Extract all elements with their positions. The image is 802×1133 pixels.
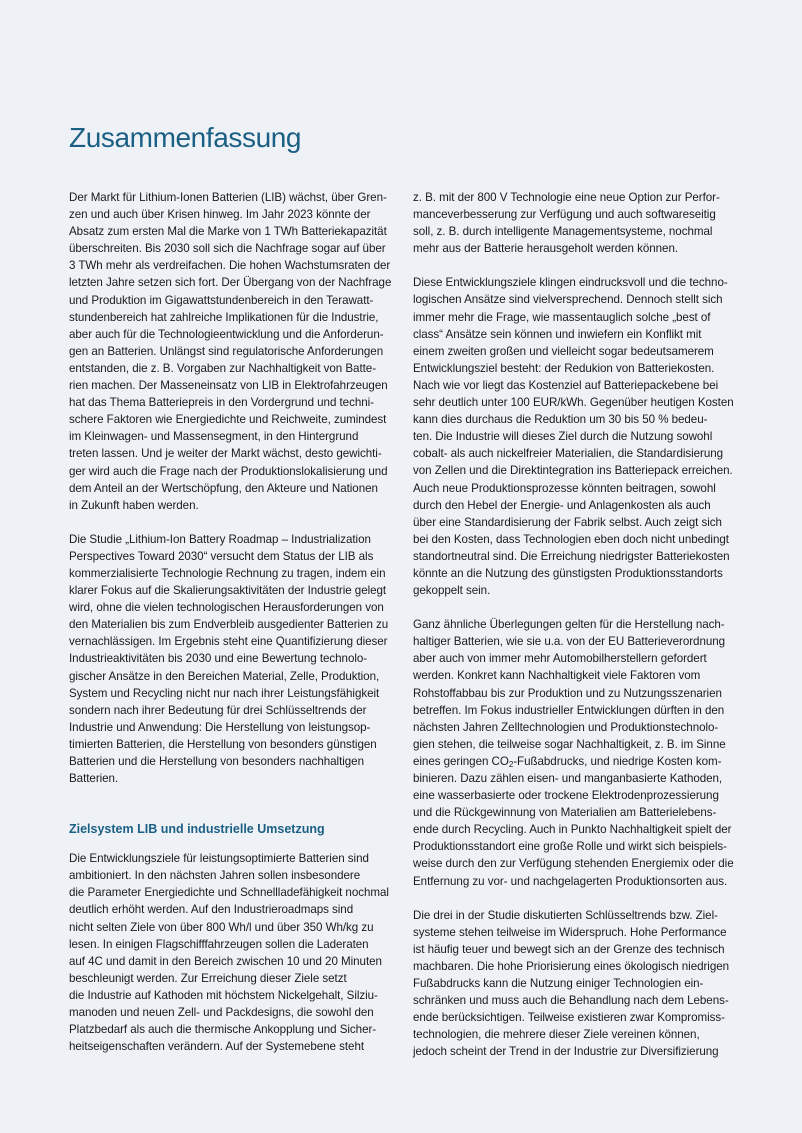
text-line: Auch neue Produktionsprozesse könnten beitragen, sowohl [413,481,716,495]
text-line: ambitioniert. In den nächsten Jahren sollen insbesondere [69,869,361,883]
text-line: gischer Ansätze in den Bereichen Material, Zelle, Produktion, [69,669,380,683]
text-line: Produktionsstandort eine große Rolle und wirkt sich beispiels- [413,840,727,854]
text-line: rien machen. Der Masseneinsatz von LIB in Elektrofahrzeugen [69,379,388,393]
text-line: beschleunigt werden. Zur Erreichung dieser Ziele setzt [69,971,347,985]
text-line: heitseigenschaften verändern. Auf der Systemebene steht [69,1040,365,1054]
paragraph-trends [413,907,741,1061]
text-line: weise durch den zur Verfügung stehenden Energiemix oder die [413,857,734,871]
paragraph-market [69,189,391,514]
text-line: und die Rückgewinnung von Materialien am Batterielebens- [413,806,717,820]
text-line: manoden und neuen Zell- und Packdesigns, die sowohl den [69,1006,374,1020]
text-line: von Zellen und die Direktintegration ins Batteriepack erreichen. [413,464,733,478]
sustainability-lines-a [413,616,741,753]
text-line: Absatz zum ersten Mal die Marke von 1 TWh Batteriekapazität [69,225,387,239]
text-line: hat das Thema Batteriepreis in den Vordergrund und techni- [69,396,374,410]
text-line: ger wird auch die Frage nach der Produktionslokalisierung und [69,464,388,478]
text-line: gekoppelt sein. [413,584,491,598]
text-line: dem Anteil an der Wertschöpfung, den Akteure und Nationen [69,481,378,495]
text-line: bei den Kosten, dass Technologien eben doch nicht unbedingt [413,532,729,546]
text-line: logischen Ansätze sind vielversprechend. Dennoch stellt sich [413,293,723,307]
text-line: die Industrie auf Kathoden mit höchstem Nickelgehalt, Silziu- [69,988,378,1002]
text-line: z. B. mit der 800 V Technologie eine neue Option zur Perfor- [413,191,720,204]
text-line: binieren. Dazu zählen eisen- und manganbasierte Kathoden, [413,772,723,785]
text-line: nächsten Jahren Zelltechnologien und Produktionstechnolo- [413,720,719,734]
text-line: ten. Die Industrie will dieses Ziel durch die Nutzung sowohl [413,430,713,444]
text-line: 3 TWh mehr als verdreifachen. Die hohen Wachstumsraten der [69,259,391,273]
text-line: deutlich erhöht werden. Auf den Industrieroadmaps sind [69,903,354,917]
text-line: gien stehen, die teilweise sogar Nachhaltigkeit, z. B. im Sinne [413,737,726,751]
text-line: über eine Standardisierung der Fabrik selbst. Auch zeigt sich [413,515,722,529]
text-line: überschreiten. Bis 2030 soll sich die Nachfrage sogar auf über [69,242,386,256]
text-line: klarer Fokus auf die Skalierungsaktivitäten der Industrie gelegt [69,584,387,598]
text-line: gen an Batterien. Unlängst sind regulatorische Anforderungen [69,344,384,358]
text-line: schere Faktoren wie Energiedichte und Reichweite, zumindest [69,413,387,427]
text-line: einem zweiten großen und vielleicht sogar bedeutsamerem [413,344,714,358]
text-line: class“ Ansätze sein können und inwiefern ein Konflikt mit [413,327,702,341]
text-line: Die drei in der Studie diskutierten Schlüsseltrends bzw. Ziel- [413,908,718,922]
text-line: soll, z. B. durch intelligente Managementsysteme, nochmal [413,225,713,239]
text-line: stundenbereich hat zahlreiche Implikationen für die Industrie, [69,310,379,324]
text-line: schränken und muss auch die Behandlung nach dem Lebens- [413,994,729,1008]
text-line: wird, ohne die vielen technologischen Herausforderungen von [69,601,384,615]
text-line: in Zukunft haben werden. [69,498,199,512]
text-line: ende durch Recycling. Auch in Punkto Nachhaltigkeit spielt der [413,823,732,837]
text-line: aber auch von immer mehr Automobilherstellern gefordert [413,652,707,666]
text-line: Industrie und Anwendung: Die Herstellung von leistungsop- [69,720,371,734]
text-line: Batterien und die Herstellung von besonders nachhaltigen [69,755,364,768]
text-line: im Kleinwagen- und Massensegment, in den Hintergrund [69,430,359,444]
text-line: Batterien. [69,772,119,786]
text-line: jedoch scheint der Trend in der Industrie zur Diversifizierung [413,1045,719,1059]
text-line: aber auch für die Technologieentwicklung und die Anforderun- [69,327,384,341]
text-line: machbaren. Die hohe Priorisierung eines ökologisch niedrigen [413,959,730,973]
text-line: mehr aus der Batterie herausgeholt werden können. [413,242,679,256]
text-line: letzten Jahre setzen sich fort. Der Übergang von der Nachfrage [69,276,392,290]
co2-line [413,753,741,770]
text-line: System und Recycling nicht nur nach ihrer Leistungsfähigkeit [69,686,380,700]
text-line: Der Markt für Lithium-Ionen Batterien (LIB) wächst, über Gren- [69,191,387,204]
text-line: den Materialien bis zum Endverbleib ausgedienter Batterien zu [69,618,389,632]
text-line: vernachlässigen. Im Ergebnis steht eine Quantifizierung dieser [69,635,388,649]
text-line: entstanden, die z. B. Vorgaben zur Nachhaltigkeit von Batte- [69,361,377,375]
text-line: Entfernung zu vor- und nachgelagerten Produktionsorten aus. [413,874,728,888]
paragraph-system [413,189,741,257]
paragraph-costs [413,274,741,599]
text-line: könnte an die Nutzung des günstigsten Produktionsstandorts [413,566,723,580]
co2-text: eines geringen CO [413,754,509,768]
text-line: werden. Konkret kann Nachhaltigkeit viele Faktoren vom [413,669,701,683]
text-line: Platzbedarf als auch die thermische Ankopplung und Sicher- [69,1023,377,1037]
text-line: Diese Entwicklungsziele klingen eindrucksvoll und die techno- [413,276,728,290]
text-line: Ganz ähnliche Überlegungen gelten für die Herstellung nach- [413,618,725,632]
text-line: immer mehr die Frage, wie massentauglich solche „best of [413,310,711,324]
text-line: Fußabdrucks kann die Nutzung einiger Technologien ein- [413,977,704,991]
text-line: Rohstoffabbau bis zur Produktion und zu Nutzungsszenarien [413,686,722,700]
section-heading: Zielsystem LIB und industrielle Umsetzung [69,822,325,837]
text-line: nicht selten Ziele von über 800 Wh/l und über 350 Wh/kg zu [69,920,374,934]
text-line: kann dies durchaus die Reduktion um 30 bis 50 % bedeu- [413,413,708,427]
text-line: auf 4C und damit in den Bereich zwischen 10 und 20 Minuten [69,954,382,968]
text-line: haltiger Batterien, wie sie u.a. von der EU Batterieverordnung [413,635,726,649]
paragraph-study [69,531,391,787]
text-line: Die Studie „Lithium-Ion Battery Roadmap – Industrialization [69,532,371,546]
text-line: kommerzialisierte Technologie Rechnung zu tragen, indem ein [69,566,386,580]
text-line: treten lassen. Und je weiter der Markt wächst, desto gewichti- [69,447,382,461]
text-line: betreffen. Im Fokus industrieller Entwicklungen dürften in den [413,703,725,717]
text-line: durch den Hebel der Energie- und Anlagenkosten als auch [413,498,711,512]
text-line: und Produktion im Gigawattstundenbereich in den Terawatt- [69,293,374,307]
co2-subscript: 2 [508,759,514,769]
text-line: Nach wie vor liegt das Kostenziel auf Batteriepackebene bei [413,378,719,392]
right-column [413,189,741,1061]
text-line: eine wasserbasierte oder trockene Elektrodenprozessierung [413,789,719,803]
co2-text-after: -Fußabdrucks, und niedrige Kosten kom- [513,754,722,768]
text-line: systeme stehen teilweise im Widerspruch. Hohe Performance [413,925,727,939]
text-line: sehr deutlich unter 100 EUR/kWh. Gegenüber heutigen Kosten [413,396,734,410]
text-line: technologien, die mehrere dieser Ziele vereinen können, [413,1028,700,1042]
paragraph-performance [69,850,391,1055]
left-column [69,189,391,1055]
text-line: zen und auch über Krisen hinweg. Im Jahr 2023 könnte der [69,208,371,222]
sustainability-lines-b [413,770,741,890]
text-line: lesen. In einigen Flagschifffahrzeugen sollen die Laderaten [69,937,369,951]
text-line: manceverbesserung zur Verfügung und auch softwareseitig [413,208,716,222]
page-title: Zusammenfassung [69,122,302,153]
text-line: ende berücksichtigen. Teilweise existieren zwar Kompromiss- [413,1011,725,1025]
text-line: Die Entwicklungsziele für leistungsoptimierte Batterien sind [69,852,369,866]
text-line: cobalt- als auch nickelfreier Materialien, die Standardisierung [413,447,724,461]
text-line: Entwicklungsziel besteht: der Redukion von Batteriekosten. [413,361,715,375]
text-line: Perspectives Toward 2030“ versucht dem Status der LIB als [69,549,374,563]
text-line: timierten Batterien, die Herstellung von besonders günstigen [69,737,377,751]
paragraph-sustainability [413,616,741,890]
text-line: Industrieaktivitäten bis 2030 und eine Bewertung technolo- [69,652,368,666]
text-line: sondern nach ihrer Bedeutung für drei Schlüsseltrends der [69,703,367,717]
text-line: ist häufig teuer und bewegt sich an der Grenze des technisch [413,942,725,956]
text-line: die Parameter Energiedichte und Schnellladefähigkeit nochmal [69,886,389,900]
text-line: standortneutral sind. Die Erreichung niedrigster Batteriekosten [413,549,730,563]
